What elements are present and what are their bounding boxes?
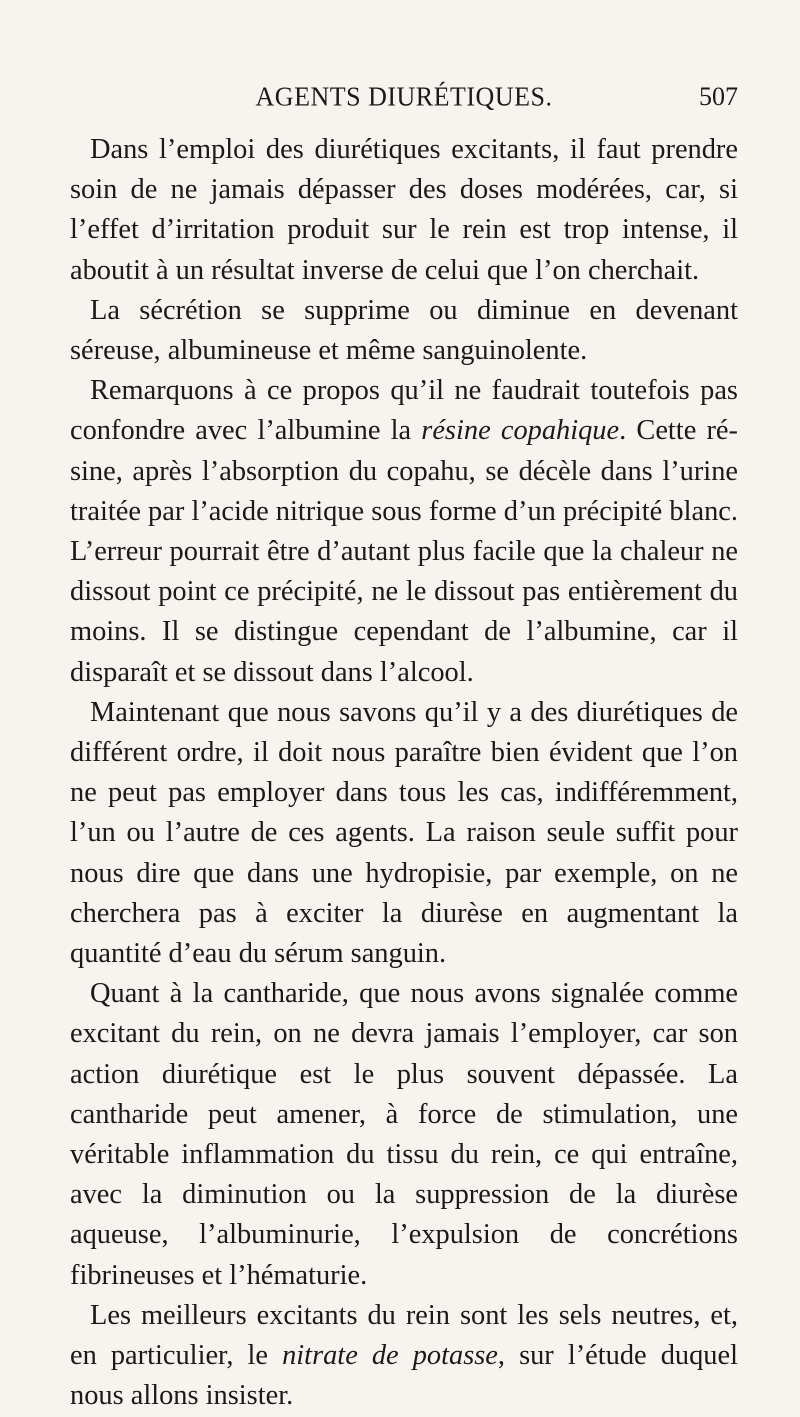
paragraph [70, 130, 738, 291]
running-title: AGENTS DIURÉTIQUES. [255, 81, 553, 112]
text-run: Remarquons à ce propos qu’il ne faudrait toutefois pas confondre avec l’albumine la [70, 375, 738, 447]
italic-term: résine copahique [421, 415, 620, 447]
text-run: Maintenant que nous savons qu’il y a des diurétiques de différent ordre, il doit nous paraître bien évident que l’on ne peut pas employer dans tous les cas, indifféremment, l’un ou l’autre de ces agents. La raison seule suffit pour nous dire que dans une hydropisie, par exemple, on ne cherchera pas à exciter la diurèse en augmentant la quantité d’eau du sérum sanguin. [70, 696, 738, 970]
text-run: Dans l’emploi des diurétiques excitants, il faut prendre soin de ne jamais dépasser des doses modérées, car, si l’effet d’irritation produit sur le rein est trop intense, il aboutit à un résultat inverse de celui que l’on cherchait. [70, 134, 738, 286]
paragraph [70, 974, 738, 1296]
paragraph [70, 291, 738, 371]
text-run: Les meilleurs excitants du rein sont les sels neutres, et, en particulier, le [70, 1299, 738, 1372]
paragraph [70, 693, 738, 974]
paragraph [70, 1296, 738, 1417]
page-number: 507 [699, 82, 738, 111]
paragraph [70, 371, 738, 693]
text-run: La sécrétion se supprime ou diminue en devenant séreuse, albumineuse et même sanguinolente. [70, 294, 738, 367]
italic-term: nitrate de potasse [282, 1340, 498, 1372]
text-run: . Cette résine, après l’absorption du copahu, se décèle dans l’urine traitée par l’acide nitrique sous forme d’un précipité blanc. L’erreur pourrait être d’autant plus facile que la chaleur ne dissout point ce précipité, ne le dissout pas entièrement du moins. Il se distingue cependant de l’albumine, car il disparaît et se dissout dans l’alcool. [70, 415, 738, 688]
body-text [70, 130, 738, 1417]
running-head [70, 82, 738, 122]
text-run: , sur l’étude duquel nous allons insister. [70, 1340, 738, 1412]
text-run: Quant à la cantharide, que nous avons signalée comme excitant du rein, on ne devra jamais l’employer, car son action diurétique est le plus souvent dépassée. La cantharide peut amener, à force de stimulation, une véritable inflammation du tissu du rein, ce qui entraîne, avec la diminution ou la suppression de la diurèse aqueuse, l’albuminurie, l’expulsion de concrétions fibrineuses et l’hématurie. [70, 978, 738, 1291]
